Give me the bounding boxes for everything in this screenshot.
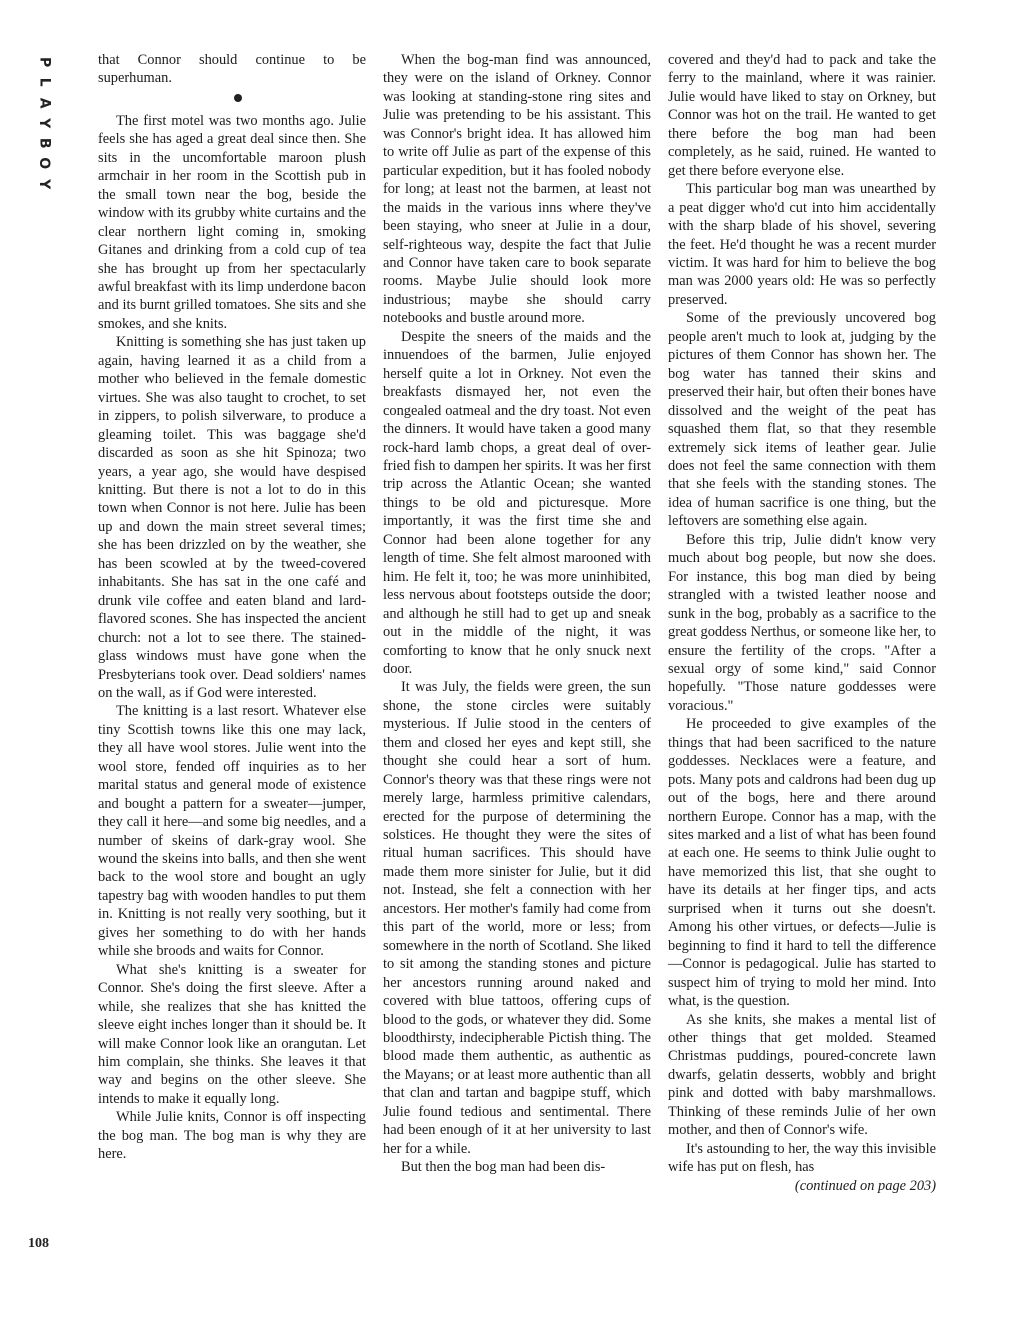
paragraph: It's astounding to her, the way this invisible wife has put on flesh, has xyxy=(668,1140,936,1176)
masthead-letter: A xyxy=(36,97,53,109)
paragraph: What she's knitting is a sweater for Connor. She's doing the first sleeve. After a while, she realizes that she has knitted the sleeve eight inches longer than it should be. It will make Connor look like an orangutan. Let him complain, she thinks. She leaves it that way and begins on the other sleeve. She intends to make it equally long. xyxy=(98,961,366,1107)
page-number: 108 xyxy=(28,1236,49,1251)
paragraph: The knitting is a last resort. Whatever else tiny Scottish towns like this one may lack, they all have wool stores. Julie went into the wool store, fended off inquiries as to her marital status and general mode of existence and bought a pattern for a sweater—jumper, they call it here—and some big needles, and a number of skeins of dark-gray wool. She wound the skeins into balls, and then she went back to the wool store and bought an ugly tapestry bag with wooden handles to put them in. Knitting is not really very soothing, but it gives her something to do with her hands while she broods and waits for Connor. xyxy=(98,703,366,960)
masthead-letter: Y xyxy=(36,117,53,129)
paragraph: Despite the sneers of the maids and the innuendoes of the barmen, Julie enjoyed herself quite a lot in Orkney. Not even the breakfasts dismayed her, not even the congealed oatmeal and the dry toast. Not even the dinners. It would have taken a good many rock-hard lamb chops, a great deal of over-fried fish to dampen her spirits. It was her first trip across the Atlantic Ocean; she wanted things to be old and picturesque. More importantly, it was the first time she and Connor had been alone together for any length of time. She felt almost marooned with him. He felt it, too; he was more uninhibited, less nervous about footsteps outside the door; and although he still had to get up and sneak out in the middle of the night, it was comforting to know that he only snuck next door. xyxy=(383,328,651,677)
masthead-letter: B xyxy=(36,138,53,149)
paragraph: The first motel was two months ago. Julie feels she has aged a great deal since then. She sits in the uncomfortable maroon plush armchair in her room in the Scottish pub in the small town near the bog, beside the window with its grubby white curtains and the clear northern light coming in, smoking Gitanes and drinking from a cold cup of tea she has brought up from her spectacularly awful breakfast with its limp underdone bacon and its burnt grilled tomatoes. She sits and she smokes, and she knits. xyxy=(98,112,366,332)
continued-note: (continued on page 203) xyxy=(794,1177,936,1194)
column-2 xyxy=(383,51,651,1177)
column-1 xyxy=(98,51,366,1164)
column-3 xyxy=(668,51,936,1195)
masthead-letter: L xyxy=(36,77,53,87)
paragraph: Some of the previously uncovered bog people aren't much to look at, judging by the pictures of them Connor has shown her. The bog water has tanned their skins and preserved their hair, but often their bones have dissolved and the weight of the peat has squashed them flat, so that they resemble extremely sick items of leather gear. Julie does not feel the same connection with them that she feels with the standing stones. The idea of human sacrifice is one thing, but the leftovers are something else again. xyxy=(668,310,936,530)
paragraph: It was July, the fields were green, the sun shone, the stone circles were suitably mysterious. If Julie stood in the centers of them and closed her eyes and kept still, she thought she could hear a sort of hum. Connor's theory was that these rings were not merely large, harmless primitive calendars, erected for the purpose of determining the solstices. He thought they were the sites of ritual human sacrifices. This should have made them more sinister for Julie, but it did not. Instead, she felt a connection with her ancestors. Her mother's family had come from this part of the world, more or less; from somewhere in the north of Scotland. She liked to sit among the standing stones and picture her ancestors running around naked and covered with blue tattoos, offering cups of blood to the gods, or whatever they did. Some bloodthirsty, indecipherable Pictish thing. The blood made them authentic, as authentic as the Mayans; or at least more authentic than all that clan and tartan and bagpipe stuff, which Julie found tedious and sentimental. There had been enough of it at her university to last her for a while. xyxy=(383,679,651,1157)
paragraph: that Connor should continue to be superhuman. xyxy=(98,52,366,87)
masthead-letter: P xyxy=(36,57,53,68)
paragraph: When the bog-man find was announced, they were on the island of Orkney. Connor was looking at standing-stone ring sites and Julie was pretending to be his assistant. This was Connor's bright idea. It has allowed him to write off Julie as part of the expense of this particular expedition, but it has fooled nobody for long; at least not the barmen, at least not the maids in the various inns where they've been staying, who sneer at Julie in a dour, self-righteous way, despite the fact that Julie and Connor have taken care to book separate rooms. Maybe Julie should look more industrious; maybe she should carry notebooks and bustle around more. xyxy=(383,52,651,327)
paragraph: While Julie knits, Connor is off inspecting the bog man. The bog man is why they are here. xyxy=(98,1109,366,1163)
paragraph: But then the bog man had been dis- xyxy=(401,1159,606,1176)
paragraph: As she knits, she makes a mental list of other things that get molded. Steamed Christmas puddings, poured-concrete lawn dwarfs, gelatin desserts, wobbly and bright pink and dotted with baby marshmallows. Thinking of these reminds Julie of her own mother, and then of Connor's wife. xyxy=(668,1011,936,1139)
masthead xyxy=(30,52,58,194)
section-break-bullet-icon xyxy=(234,94,242,102)
paragraph: This particular bog man was unearthed by a peat digger who'd cut into him accidentally with the sharp blade of his shovel, severing the feet. He'd thought he was a recent murder victim. It was hard for him to believe the bog man was 2000 years old: He was so perfectly preserved. xyxy=(668,181,936,308)
paragraph: He proceeded to give examples of the things that had been sacrificed to the nature goddesses. Necklaces were a feature, and pots. Many pots and caldrons had been dug up out of the bogs, here and there around northern Europe. Connor has a map, with the sites marked and a list of what has been found at each one. He seems to think Julie ought to have memorized this list, that she ought to have its details at her finger tips, and acts surprised when it turns out she doesn't. Among his other virtues, or defects—Julie is beginning to find it hard to tell the difference—Connor is pedagogical. Julie has started to suspect him of trying to mold her mind. Into what, is the question. xyxy=(668,716,936,1010)
masthead-letter: Y xyxy=(36,178,53,189)
masthead-letter: O xyxy=(36,157,53,170)
paragraph: Knitting is something she has just taken up again, having learned it as a child from a mother who believed in the female domestic virtues. She was also taught to crochet, to set in zippers, to polish silverware, to produce a gleaming toilet. This was baggage she'd discarded as soon as she hit Spinoza; two years, a year ago, she would have despised knitting. But there is not a lot to do in this town when Connor is not here. Julie has been up and down the main street several times; she has been drizzled on by the weather, she has been scowled at by the tweed-covered inhabitants. She has sat in the one café and drunk vile coffee and eaten bland and lard-flavored scones. She has inspected the ancient church: not a lot to see there. The stained-glass windows must have gone when the Presbyterians took over. Dead soldiers' names on the wall, as if God were interested. xyxy=(98,334,366,701)
paragraph: covered and they'd had to pack and take the ferry to the mainland, where it was rainier. Julie would have liked to stay on Orkney, but Connor was hot on the trail. He wanted to get there before the bog man had been completely, as he said, ruined. He wanted to get there before everyone else. xyxy=(668,52,936,179)
paragraph: Before this trip, Julie didn't know very much about bog people, but now she does. For instance, this bog man died by being strangled with a twisted leather noose and sunk in the bog, probably as a sacrifice to the great goddess Nerthus, or someone like her, to ensure the fertility of the crops. "After a sexual orgy of some kind," said Connor hopefully. "Those nature goddesses were voracious." xyxy=(668,531,936,714)
